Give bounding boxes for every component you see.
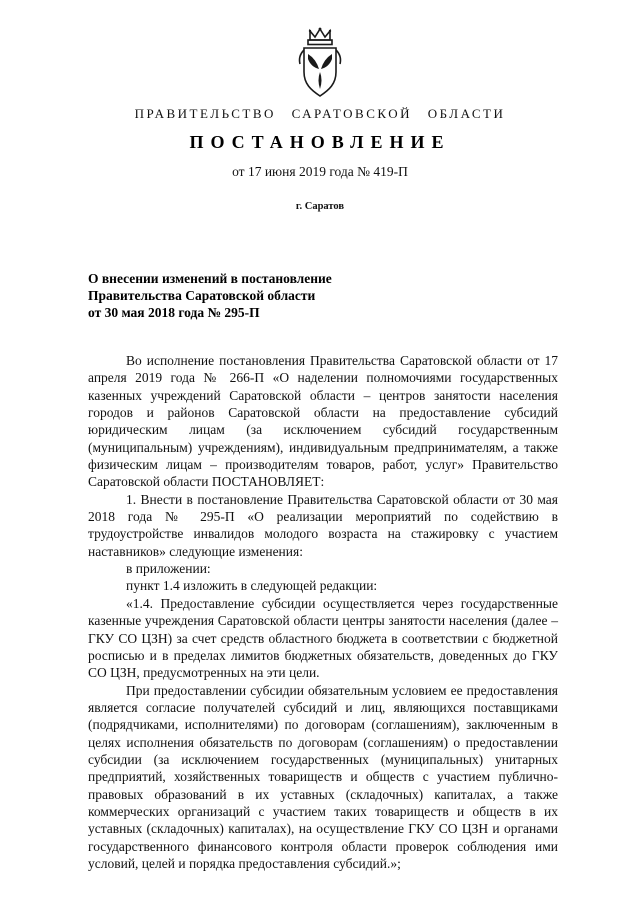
body-paragraph: пункт 1.4 изложить в следующей редакции: [126,578,378,594]
doc-heading [88,270,558,321]
doc-heading-line-1: О внесении изменений в постановление [88,271,332,286]
org-name: ПРАВИТЕЛЬСТВО САРАТОВСКОЙ ОБЛАСТИ [134,106,506,121]
doc-body [88,352,558,872]
doc-type-title: ПОСТАНОВЛЕНИЕ [189,132,451,152]
body-paragraph: Во исполнение постановления Правительства Саратовской области от 17 апреля 2019 года № 266-П «О наделении полномочиями государственных казенных учреждений Саратовской области – центров занятости населения городов и районов Саратовской области на предоставление субсидий юридическим лицам (за исключением субсидий государственным (муниципальным) учреждениям), индивидуальным предпринимателям, а также физическим лицам – производителям товаров, работ, услуг» Правительство Саратовской области ПОСТАНОВЛЯЕТ: [88,353,558,490]
body-paragraph: в приложении: [126,561,211,577]
saratov-oblast-coat-of-arms-icon [292,26,348,100]
body-paragraph: При предоставлении субсидии обязательным условием ее предоставления является согласие получателей субсидий и лиц, являющихся поставщиками (подрядчиками, исполнителями) по договорам (соглашениям), заключенным в целях исполнения обязательств по договорам (соглашениям) о предоставлении субсидии (за исключением государственных (муниципальных) унитарных предприятий, хозяйственных товариществ и обществ с участием публично-правовых образований в их уставных (складочных) капиталах, а также коммерческих организаций с участием таких товариществ и обществ в их уставных (складочных) капиталах), на осуществление ГКУ СО ЦЗН и органами государственного финансового контроля области проверок соблюдения ими условий, целей и порядка предоставления субсидий.»; [88,682,558,871]
document-header [0,0,640,212]
doc-heading-line-2: Правительства Саратовской области [88,288,316,303]
body-paragraph: 1. Внести в постановление Правительства Саратовской области от 30 мая 2018 года № 295-П «О реализации мероприятий по содействию в трудоустройстве инвалидов молодого возраста на стажировку с участием наставников» следующие изменения: [88,491,558,559]
body-paragraph: «1.4. Предоставление субсидии осуществляется через государственные казенные учреждения Саратовской области центры занятости населения (далее – ГКУ СО ЦЗН) за счет средств областного бюджета в соответствии с бюджетной росписью и в пределах лимитов бюджетных обязательств, доведенных до ГКУ СО ЦЗН, предусмотренных на эти цели. [88,595,558,681]
doc-date-number: от 17 июня 2019 года № 419-П [232,164,408,179]
doc-heading-line-3: от 30 мая 2018 года № 295-П [88,305,260,320]
city-label: г. Саратов [295,201,345,212]
